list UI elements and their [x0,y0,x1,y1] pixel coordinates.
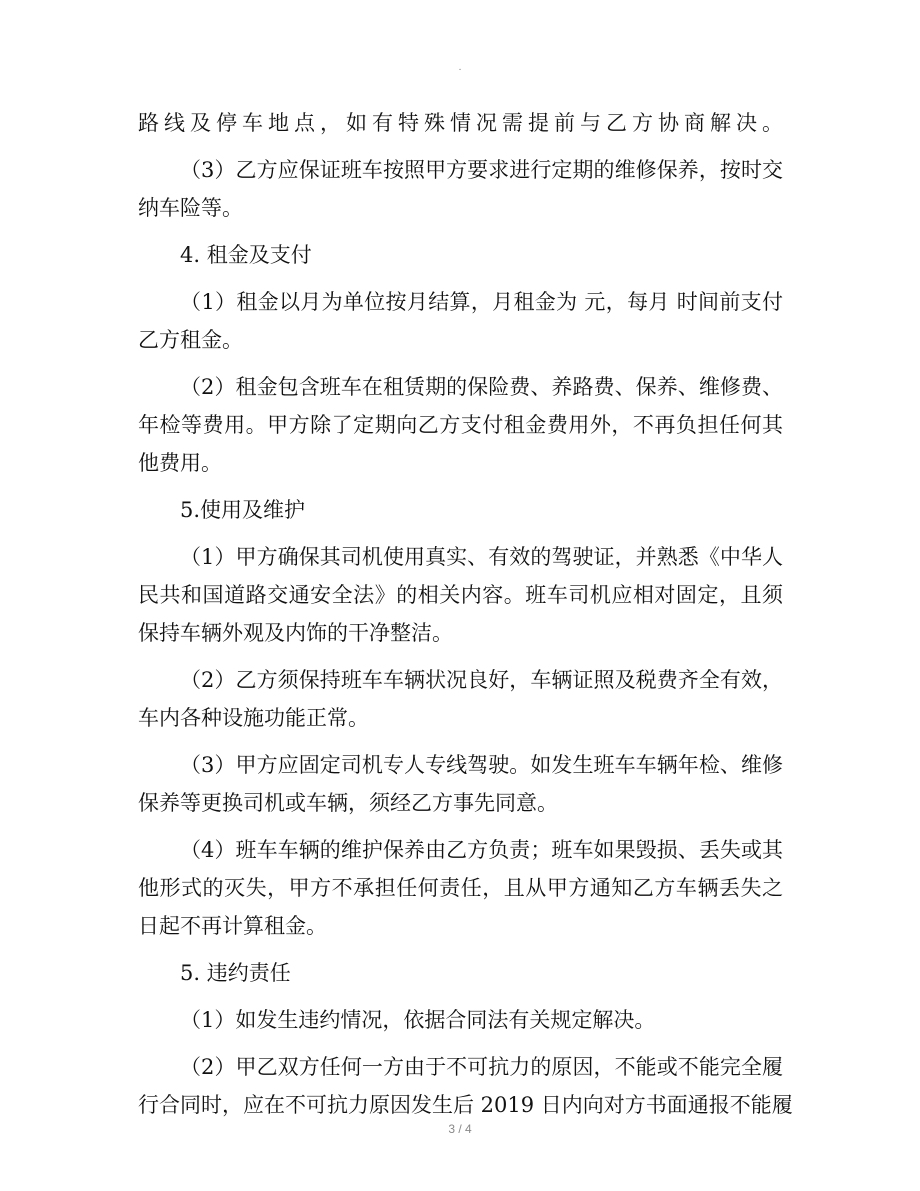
paragraph-line: （2）租金包含班车在租赁期的保险费、养路费、保养、维修费、 [180,375,783,399]
paragraph-line: （3）乙方应保证班车按照甲方要求进行定期的维修保养，按时交 [180,158,783,182]
paragraph-line: 车内各种设施功能正常。 [138,706,369,730]
paragraph-line: 年检等费用。甲方除了定期向乙方支付租金费用外，不再负担任何其 [138,413,783,437]
paragraph-line: 日起不再计算租金。 [138,914,327,938]
document-body [138,104,793,1124]
header-mark: . [458,62,462,73]
paragraph-line: 路线及停车地点，如有特殊情况需提前与乙方协商解决。 [138,111,783,135]
section-heading-rent: 4. 租金及支付 [180,243,312,267]
page-number: 3 / 4 [448,1122,472,1136]
paragraph-line: （2）甲乙双方任何一方由于不可抗力的原因，不能或不能完全履 [180,1055,783,1079]
section-heading-breach: 5. 违约责任 [180,961,291,985]
paragraph-line: （1）如发生违约情况，依据合同法有关规定解决。 [180,1008,656,1032]
paragraph-line: 纳车险等。 [138,196,243,220]
paragraph-line: （1）甲方确保其司机使用真实、有效的驾驶证，并熟悉《中华人 [180,545,783,569]
paragraph-line: 保养等更换司机或车辆，须经乙方事先同意。 [138,791,558,815]
paragraph-line: （1）租金以月为单位按月结算，月租金为 元，每月 时间前支付 [180,290,783,314]
paragraph-line: （2）乙方须保持班车车辆状况良好，车辆证照及税费齐全有效， [180,668,783,692]
section-heading-use: 5.使用及维护 [180,498,306,522]
paragraph-line: （4）班车车辆的维护保养由乙方负责；班车如果毁损、丢失或其 [180,838,783,862]
paragraph-line: 他形式的灭失，甲方不承担任何责任，且从甲方通知乙方车辆丢失之 [138,876,783,900]
paragraph-line: 他费用。 [138,451,222,475]
paragraph-line: 民共和国道路交通安全法》的相关内容。班车司机应相对固定，且须 [138,583,783,607]
paragraph-line: 乙方租金。 [138,328,243,352]
paragraph-line: 保持车辆外观及内饰的干净整洁。 [138,621,453,645]
paragraph-line: 行合同时，应在不可抗力原因发生后 2019 日内向对方书面通报不能履 [138,1093,793,1117]
paragraph-line: （3）甲方应固定司机专人专线驾驶。如发生班车车辆年检、维修 [180,753,783,777]
